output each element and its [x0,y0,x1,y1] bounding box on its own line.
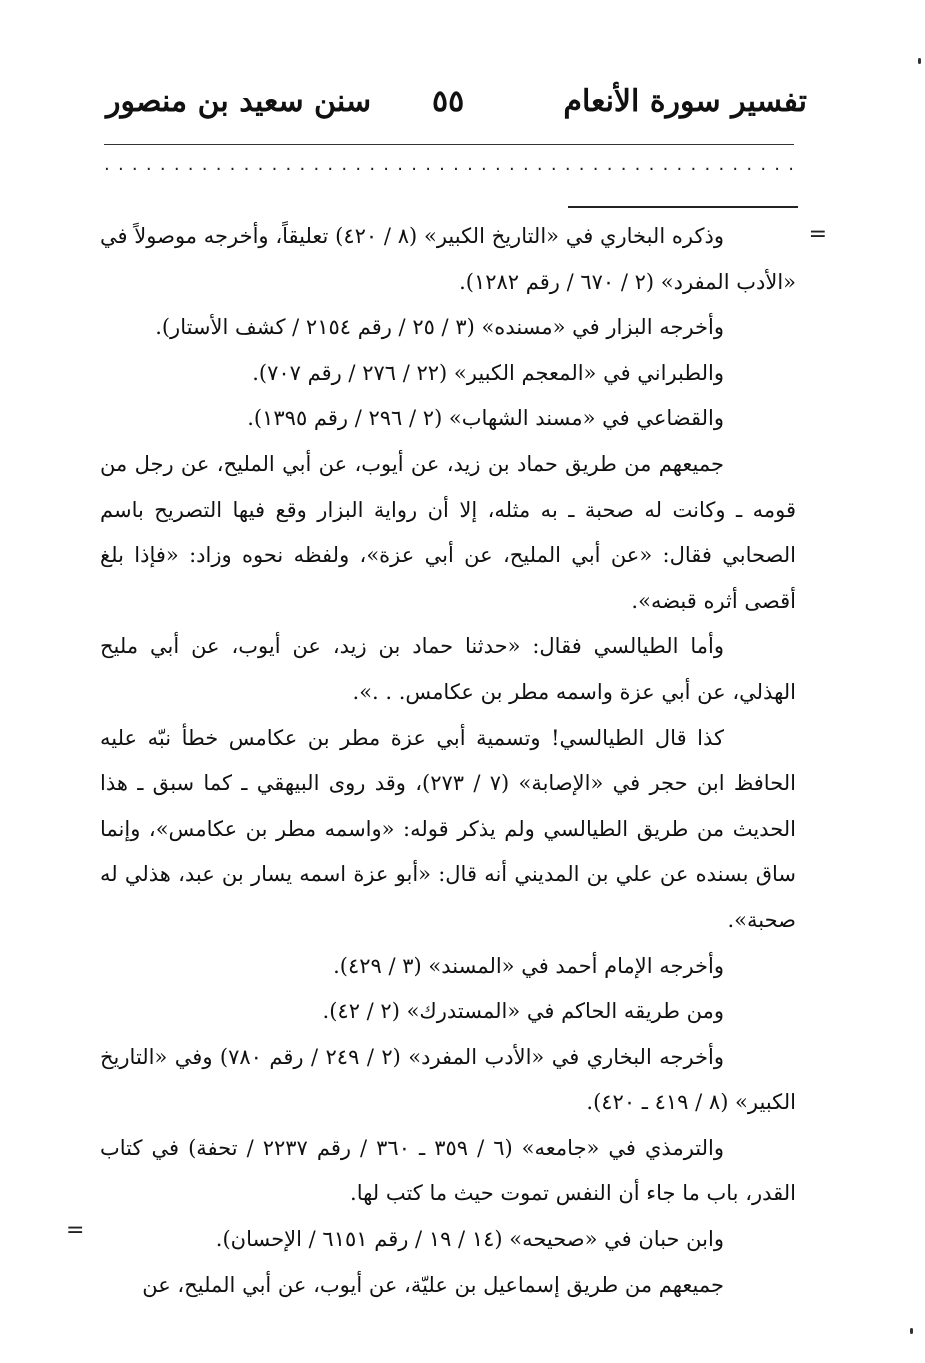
paragraph: والطبراني في «المعجم الكبير» (٢٢ / ٢٧٦ / رقم ٧٠٧). [252,360,724,385]
paragraph: وذكره البخاري في «التاريخ الكبير» (٨ / ٤٢٠) تعليقاً، وأخرجه موصولاً في «الأدب المفرد» (٢ / ٦٧٠ / رقم ١٢٨٢). [100,224,796,294]
page-number: ٥٥ [432,84,465,119]
paragraph: وأخرجه الإمام أحمد في «المسند» (٣ / ٤٢٩). [333,953,724,978]
paragraph: كذا قال الطيالسي! وتسمية أبي عزة مطر بن عكامس خطأ نبّه عليه الحافظ ابن حجر في «الإصابة» (٧ / ٢٧٣)، وقد روى البيهقي ـ كما سبق ـ هذا الحديث من طريق الطيالسي ولم يذكر قوله: «واسمه مطر بن عكامس»، وإنما ساق بسنده عن علي بن المديني أنه قال: «أبو عزة اسمه يسار بن عبد، هذلي له صحبة». [100,725,797,932]
paragraph: والترمذي في «جامعه» (٦ / ٣٥٩ ـ ٣٦٠ / رقم ٢٢٣٧ / تحفة) في كتاب القدر، باب ما جاء أن النفس تموت حيث ما كتب لها. [100,1135,796,1206]
paragraph: وأما الطيالسي فقال: «حدثنا حماد بن زيد، عن أيوب، عن أبي مليح الهذلي، عن أبي عزة واسمه مطر بن عكامس. . .». [100,634,796,704]
paragraph: جميعهم من طريق إسماعيل بن عليّة، عن أيوب، عن أبي المليح، عن [142,1272,724,1297]
margin-speck [918,58,921,64]
paragraph: وأخرجه البخاري في «الأدب المفرد» (٢ / ٢٤٩ / رقم ٧٨٠) وفي «التاريخ الكبير» (٨ / ٤١٩ ـ ٤٢٠). [100,1044,796,1115]
running-head-chapter-title: تفسير سورة الأنعام [563,84,807,119]
margin-speck [910,1328,913,1334]
continuation-mark-bottom: = [66,1218,85,1243]
footnote-text [100,214,796,1308]
paragraph: ومن طريقه الحاكم في «المستدرك» (٢ / ٤٢). [322,999,724,1024]
dotted-separator: . . . . . . . . . . . . . . . . . . . . . . . . . . . . . . . . . . . . . . . . . . . . . . . . . . [104,154,794,175]
footnote-rule [568,206,798,208]
continuation-mark-top: = [808,222,827,247]
running-head-book-title: سنن سعيد بن منصور [106,84,372,119]
paragraph: وابن حبان في «صحيحه» (١٤ / ١٩ / رقم ٦١٥١ / الإحسان). [215,1227,724,1252]
paragraph: والقضاعي في «مسند الشهاب» (٢ / ٢٩٦ / رقم ١٣٩٥). [247,406,724,431]
paragraph: جميعهم من طريق حماد بن زيد، عن أيوب، عن أبي المليح، عن رجل من قومه ـ وكانت له صحبة ـ به مثله، إلا أن رواية البزار وقع فيها التصريح باسم الصحابي فقال: «عن أبي المليح، عن أبي عزة»، ولفظه نحوه وزاد: «فإذا بلغ أقصى أثره قبضه». [100,451,796,613]
header-rule [104,144,794,145]
paragraph: وأخرجه البزار في «مسنده» (٣ / ٢٥ / رقم ٢١٥٤ / كشف الأستار). [155,315,724,340]
